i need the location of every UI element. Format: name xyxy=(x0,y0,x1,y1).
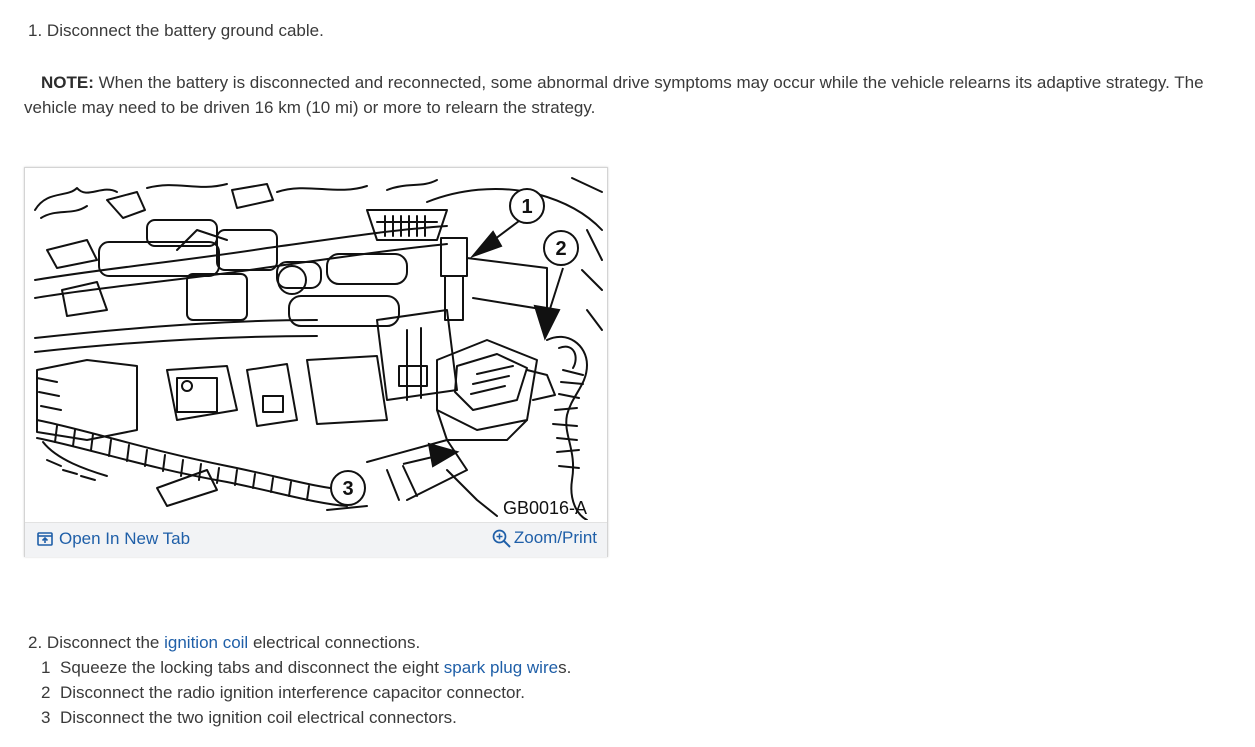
step-1-number: 1. xyxy=(28,21,43,40)
substep-text: Disconnect the radio ignition interference capacitor connector. xyxy=(60,683,525,702)
step-2-text-after: electrical connections. xyxy=(252,633,421,652)
substep-item xyxy=(41,705,571,730)
step-2-text-before: Disconnect the xyxy=(46,633,160,652)
substep-number: 3 xyxy=(41,708,51,727)
note-text: When the battery is disconnected and reconnected, some abnormal drive symptoms may occur while the vehicle relearns its adaptive strategy. The vehicle may need to be driven 16 km (10 mi) or more to relearn the strategy. xyxy=(24,73,1204,117)
step-1 xyxy=(28,20,324,42)
zoom-print-label: Zoom/Print xyxy=(513,528,597,547)
open-in-new-tab-link[interactable] xyxy=(37,529,190,549)
substep-item xyxy=(41,655,571,680)
callout-3: 3 xyxy=(342,478,354,500)
zoom-print-link[interactable] xyxy=(492,528,597,548)
substep-list xyxy=(41,655,571,730)
step-2 xyxy=(28,630,420,655)
open-in-new-tab-label: Open In New Tab xyxy=(59,529,191,548)
step-1-text: Disconnect the battery ground cable. xyxy=(46,21,324,40)
substep-text: Disconnect the two ignition coil electrical connectors. xyxy=(60,708,457,727)
ignition-coil-illustration xyxy=(27,170,605,520)
substep-text-before: Squeeze the locking tabs and disconnect the eight xyxy=(60,658,439,677)
substep-text-after: s. xyxy=(558,658,572,677)
substep-number: 1 xyxy=(41,658,51,677)
figure-code: GB0016-A xyxy=(502,498,588,518)
figure-container xyxy=(24,167,608,557)
spark-plug-wire-link[interactable]: spark plug wire xyxy=(443,658,559,677)
substep-number: 2 xyxy=(41,683,51,702)
note-label: NOTE: xyxy=(41,73,94,92)
substep-item xyxy=(41,680,571,705)
figure-toolbar xyxy=(25,522,607,557)
zoom-in-icon xyxy=(492,529,511,548)
open-new-tab-icon xyxy=(37,532,53,546)
note-block xyxy=(24,70,1239,120)
step-2-number: 2. xyxy=(28,633,43,652)
callout-1: 1 xyxy=(521,196,533,218)
ignition-coil-link[interactable]: ignition coil xyxy=(164,633,249,652)
callout-2: 2 xyxy=(555,238,567,260)
